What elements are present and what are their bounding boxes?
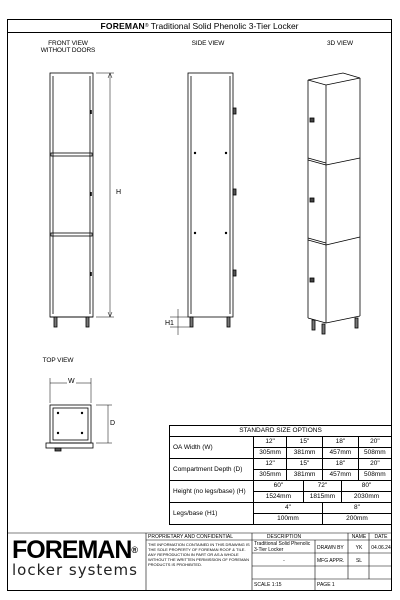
3d-view-drawing — [308, 73, 360, 334]
drawing-title: Traditional Solid Phenolic 3-Tier Locker — [150, 21, 299, 31]
proprietary-text: THE INFORMATION CONTAINED IN THIS DRAWING IS THE SOLE PROPERTY OF FOREMAN ROOF & TILE. ANY REPRODUCTION IN PART OR AS A WHOLE WITHOUT THE WRITTEN PERMISSION OF FOREMAN PRODUCTS IS PROHIBITED. — [148, 542, 250, 567]
brand-name: FOREMAN — [100, 21, 145, 31]
table-cell: 200mm — [322, 514, 391, 525]
table-cell: 80" — [342, 481, 392, 492]
size-options-table — [169, 425, 392, 525]
row-label: OA Width (W) — [170, 437, 254, 459]
foreman-logo — [12, 538, 142, 578]
proprietary-heading: PROPRIETARY AND CONFIDENTIAL — [148, 534, 234, 540]
table-cell: 508mm — [358, 470, 391, 481]
description-secondary: - — [283, 558, 285, 564]
table-cell: 4" — [254, 503, 323, 514]
table-cell: 457mm — [322, 448, 358, 459]
leg-height-dim-label: H1 — [165, 320, 174, 327]
drawn-date: 04.06.24 — [371, 545, 391, 551]
mfg-approval-name: SL — [355, 558, 363, 564]
table-cell: 305mm — [254, 470, 287, 481]
name-heading: NAME — [351, 534, 367, 540]
table-cell: 100mm — [254, 514, 323, 525]
date-heading: DATE — [374, 534, 388, 540]
table-cell: 1815mm — [303, 492, 341, 503]
drawn-by-name: YK — [355, 545, 363, 551]
top-view-label: TOP VIEW — [42, 357, 74, 364]
table-cell: 305mm — [254, 448, 287, 459]
table-cell: 1524mm — [254, 492, 304, 503]
table-cell: 18" — [322, 459, 358, 470]
width-dim-label: W — [68, 378, 75, 385]
top-view-drawing — [46, 405, 93, 451]
row-label: Legs/base (H1) — [170, 503, 254, 525]
table-cell: 381mm — [287, 448, 323, 459]
table-cell: 2030mm — [342, 492, 392, 503]
front-view-label: FRONT VIEW WITHOUT DOORS — [40, 40, 96, 54]
row-label: Compartment Depth (D) — [170, 459, 254, 481]
table-cell: 8" — [322, 503, 391, 514]
drawn-by-label: DRAWN BY — [317, 545, 344, 551]
height-dimension — [96, 73, 114, 317]
logo-tagline: locker systems — [12, 561, 138, 579]
logo-wordmark: FOREMAN — [12, 536, 132, 564]
table-cell: 20" — [358, 459, 391, 470]
description-text: Traditional Solid Phenolic 3-Tier Locker — [254, 541, 311, 553]
table-cell: 60" — [254, 481, 304, 492]
scale-label: SCALE 1:15 — [254, 582, 282, 588]
3d-view-label: 3D VIEW — [326, 40, 354, 47]
logo-mark: ® — [131, 545, 138, 555]
size-options-title: STANDARD SIZE OPTIONS — [170, 426, 392, 437]
table-cell: 15" — [287, 459, 323, 470]
front-view-drawing — [50, 73, 93, 327]
table-cell: 72" — [303, 481, 341, 492]
row-label: Height (no legs/base) (H) — [170, 481, 254, 503]
table-cell: 20" — [358, 437, 391, 448]
table-cell: 12" — [254, 437, 287, 448]
table-cell: 381mm — [287, 470, 323, 481]
table-cell: 12" — [254, 459, 287, 470]
table-cell: 457mm — [322, 470, 358, 481]
brand-mark: ® — [144, 23, 149, 29]
side-view-label: SIDE VIEW — [191, 40, 225, 47]
table-cell: 508mm — [358, 448, 391, 459]
table-cell: 15" — [287, 437, 323, 448]
mfg-approval-label: MFG APPR. — [317, 558, 345, 564]
height-dim-label: H — [116, 189, 121, 196]
depth-dim-label: D — [110, 420, 115, 427]
page-label: PAGE 1 — [317, 582, 335, 588]
description-heading: DESCRIPTION — [266, 534, 302, 540]
side-view-drawing — [188, 73, 236, 327]
table-cell: 18" — [322, 437, 358, 448]
